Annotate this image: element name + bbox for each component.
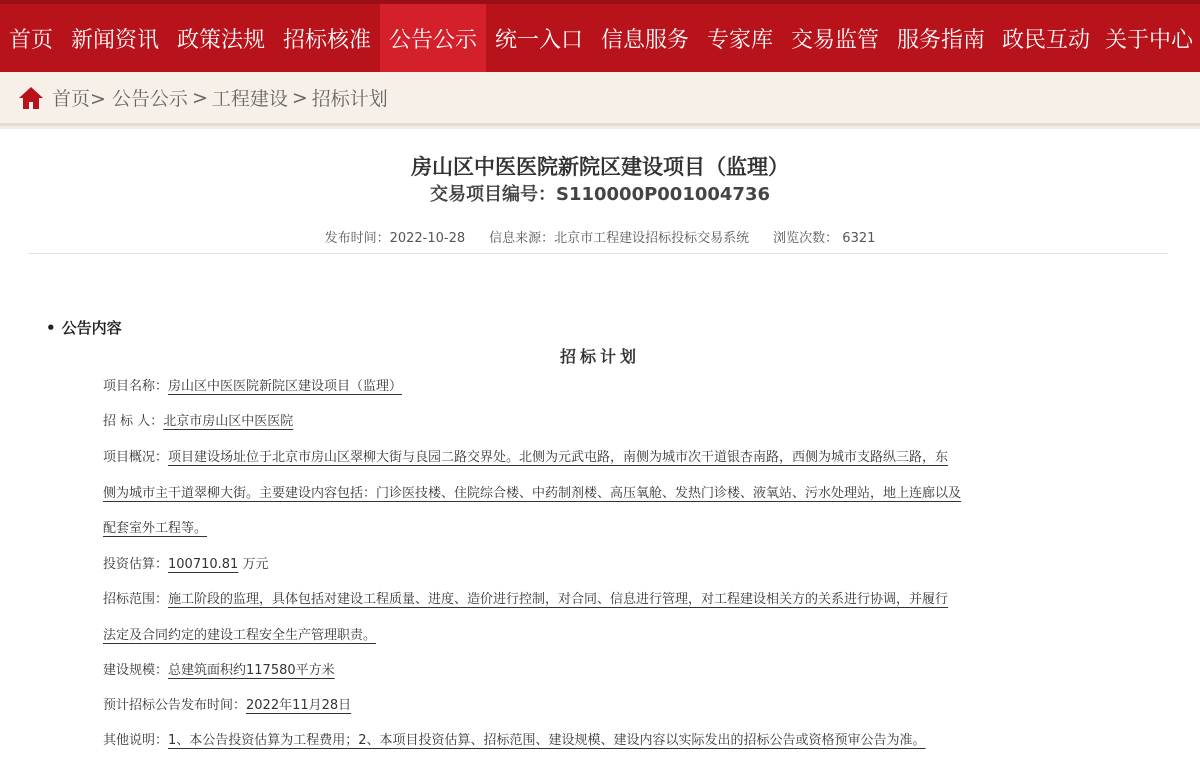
overview-value: 项目建设场址位于北京市房山区翠柳大街与良园二路交界处。北侧为元武屯路，南侧为城市次干道银杏南路，西侧为城市支路纵三路，东 xyxy=(168,450,949,465)
section-heading: • 公告内容 xyxy=(46,319,122,337)
breadcrumb-bid-plan[interactable]: 招标计划 xyxy=(311,88,388,110)
nav-item-expert-library[interactable]: 专家库 xyxy=(706,27,773,53)
publish-time: 发布时间：2022-10-28 xyxy=(324,231,466,246)
plan-title: 招标计划 xyxy=(559,347,640,366)
publish-plan-value: 2022年11月28日 xyxy=(246,698,352,713)
other-notes-value: 1、本公告投资估算为工程费用；2、本项目投资估算、招标范围、建设规模、建设内容以实际发出的招标公告或资格预审公告为准。 xyxy=(168,733,926,748)
nav-item-about[interactable]: 关于中心 xyxy=(1104,27,1193,53)
overview-row: 项目概况：项目建设场址位于北京市房山区翠柳大街与良园二路交界处。北侧为元武屯路，南侧为城市次干道银杏南路，西侧为城市支路纵三路，东 xyxy=(103,450,949,465)
nav-item-bid-approval[interactable]: 招标核准 xyxy=(282,27,371,53)
top-nav xyxy=(0,0,1200,72)
breadcrumb-separator: > xyxy=(291,86,308,109)
nav-item-interaction[interactable]: 政民互动 xyxy=(1001,27,1090,53)
project-name-value: 房山区中医医院新院区建设项目（监理） xyxy=(168,379,403,394)
info-source: 信息来源：北京市工程建设招标投标交易系统 xyxy=(489,231,750,246)
divider xyxy=(28,253,1168,254)
project-name-row: 项目名称：房山区中医医院新院区建设项目（监理） xyxy=(103,379,403,394)
breadcrumb xyxy=(0,72,1200,126)
breadcrumb-separator: > xyxy=(191,86,208,109)
publish-plan-row: 预计招标公告发布时间：2022年11月28日 xyxy=(103,698,352,713)
scale-row: 建设规模：总建筑面积约117580平方米 xyxy=(103,663,335,678)
article-panel xyxy=(0,129,1200,778)
view-count: 浏览次数： 6321 xyxy=(773,231,876,246)
home-icon xyxy=(18,86,44,110)
article-meta xyxy=(0,227,1200,246)
nav-item-announcements[interactable]: 公告公示 xyxy=(380,4,486,72)
investment-unit: 万元 xyxy=(242,557,269,572)
page-title: 房山区中医医院新院区建设项目（监理） xyxy=(411,155,789,179)
tenderer-row: 招 标 人：北京市房山区中医医院 xyxy=(103,414,294,429)
tenderer-value: 北京市房山区中医医院 xyxy=(163,414,294,429)
project-code: 交易项目编号：S110000P001004736 xyxy=(429,184,771,205)
other-notes-row: 其他说明：1、本公告投资估算为工程费用；2、本项目投资估算、招标范围、建设规模、建设内容以实际发出的招标公告或资格预审公告为准。 xyxy=(103,733,926,748)
overview-line-3: 配套室外工程等。 xyxy=(103,521,208,536)
nav-item-home[interactable]: 首页 xyxy=(8,27,53,53)
investment-value: 100710.81 xyxy=(168,557,239,572)
bullet-icon: • xyxy=(46,319,56,337)
breadcrumb-home[interactable]: 首页> xyxy=(52,88,106,110)
scope-line-2: 法定及合同约定的建设工程安全生产管理职责。 xyxy=(103,628,377,643)
investment-row: 投资估算：100710.81 万元 xyxy=(103,557,269,572)
scope-value: 施工阶段的监理，具体包括对建设工程质量、进度、造价进行控制，对合同、信息进行管理，对工程建设相关方的关系进行协调，并履行 xyxy=(168,592,949,607)
breadcrumb-announcements[interactable]: 公告公示 xyxy=(111,88,188,110)
scope-row: 招标范围：施工阶段的监理，具体包括对建设工程质量、进度、造价进行控制，对合同、信息进行管理，对工程建设相关方的关系进行协调，并履行 xyxy=(103,592,949,607)
scale-value: 总建筑面积约117580平方米 xyxy=(168,663,335,678)
nav-item-trade-supervision[interactable]: 交易监管 xyxy=(790,27,879,53)
breadcrumb-engineering[interactable]: 工程建设 xyxy=(211,88,288,110)
nav-item-unified-entry[interactable]: 统一入口 xyxy=(494,27,583,53)
overview-line-2: 侧为城市主干道翠柳大街。主要建设内容包括：门诊医技楼、住院综合楼、中药制剂楼、高压氧舱、发热门诊楼、液氧站、污水处理站，地上连廊以及 xyxy=(103,486,962,501)
nav-item-info-service[interactable]: 信息服务 xyxy=(600,27,689,53)
nav-item-news[interactable]: 新闻资讯 xyxy=(70,27,159,53)
nav-item-service-guide[interactable]: 服务指南 xyxy=(896,27,985,53)
nav-item-policy[interactable]: 政策法规 xyxy=(176,27,265,53)
